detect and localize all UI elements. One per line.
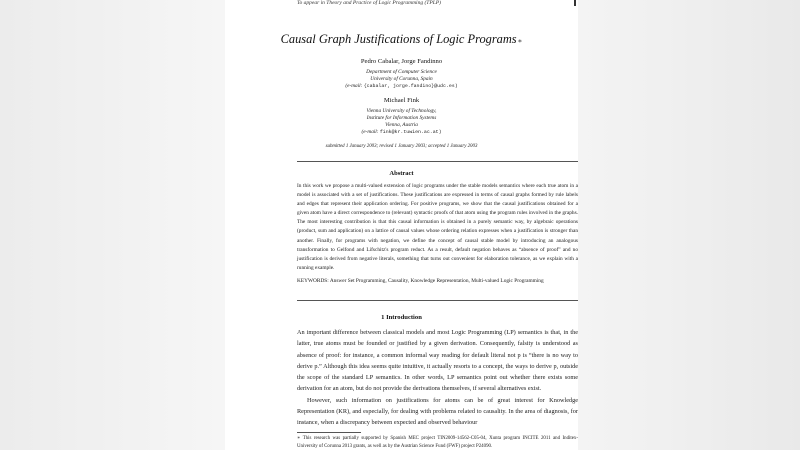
pdf-page[interactable]: [225, 0, 578, 450]
email-second: [225, 129, 578, 135]
affiliation-first-line1: Department of Computer Science: [366, 69, 437, 75]
section-heading-introduction: 1 Introduction: [381, 314, 422, 321]
affiliation-second-line1: Vienna University of Technology,: [366, 108, 437, 114]
abstract-text: [297, 182, 578, 273]
keywords: [297, 277, 578, 286]
affiliation-second-line2: Institute for Information Systems: [366, 115, 437, 121]
affiliation-second-line3: Vienna, Austria: [385, 122, 418, 128]
footnote: [297, 435, 578, 450]
author-second: Michael Fink: [383, 97, 420, 104]
page-edge-marker: [574, 0, 576, 6]
running-head: To appear in Theory and Practice of Logic Programming (TPLP): [297, 0, 441, 6]
affiliation-first-line2: University of Corunna, Spain: [370, 76, 433, 82]
title-footnote-mark: ∗: [517, 37, 523, 45]
footnote-text: This research was partially supported by Spanish MEC project TIN2009-14562-C05-04, Xunta program INCITE 2011 and Inditex-University of Corunna 2013 grants, as well as by the Austrian Science Fund (FWF) project P24090.: [297, 436, 578, 449]
abstract-heading: Abstract: [389, 170, 414, 177]
abstract-paragraph: In this work we propose a multi-valued extension of logic programs under the stable models semantics where each true atom in a model is associated with a set of justifications. These justifications are expressed in terms of causal graphs formed by rule labels and edges that represent their application ordering. For positive programs, we show that the causal justifications obtained for a given atom have a direct correspondence to (relevant) syntactic proofs of that atom using the program rules involved in the graphs. The most interesting contribution is that this causal information is obtained in a purely semantic way, by algebraic operations (product, sum and application) on a lattice of causal values whose ordering relation expresses when a justification is stronger than another. Finally, for programs with negation, we define the concept of causal stable model by introducing an analogous transformation to Gelfond and Lifschitz's program reduct. As a result, default negation behaves as “absence of proof” and no justification is derived from negative literals, something that turns out convenient for elaboration tolerance, as we explain with a running example.: [297, 183, 578, 271]
paper-title: [225, 32, 578, 47]
keywords-label: KEYWORDS:: [297, 278, 329, 284]
email-first-address: {cabalar, jorge.fandino}@udc.es): [363, 84, 458, 89]
footnote-mark: ∗: [297, 436, 301, 441]
introduction-paragraph-2: However, such information on justifications for atoms can be of great interest for Knowledge Representation (KR), and especially, for dealing with problems related to causality. In the area of diagnosis, for instance, when a discrepancy between expected and observed behaviour: [297, 396, 578, 427]
introduction-body: [297, 327, 578, 429]
authors-first: Pedro Cabalar, Jorge Fandinno: [360, 58, 443, 65]
abstract-top-rule: [297, 161, 578, 162]
email-first: [225, 83, 578, 89]
email-second-address: fink@kr.tuwien.ac.at): [379, 130, 442, 135]
viewer-background-right: [578, 0, 800, 450]
paper-title-text: Causal Graph Justifications of Logic Programs: [280, 32, 517, 46]
footnote-rule: [297, 432, 361, 433]
viewer-background-left: [0, 0, 225, 450]
email-second-label: (e-mail:: [361, 129, 379, 135]
email-first-label: (e-mail:: [345, 83, 363, 89]
introduction-paragraph-1: An important difference between classical models and most Logic Programming (LP) semantics is that, in the latter, true atoms must be founded or justified by a given derivation. Consequently, falsity is understood as absence of proof: for instance, a common informal way reading for default literal not p is “there is no way to derive p.” Although this idea seems quite intuitive, it actually resorts to a concept, the ways to derive p, outside the scope of the standard LP semantics. In other words, LP semantics point out whether there exists some derivation for an atom, but do not provide the derivations themselves, if several alternatives exist.: [297, 329, 578, 393]
keywords-text: Answer Set Programming, Causality, Knowledge Representation, Multi-valued Logic Programming: [329, 278, 544, 284]
submission-dates: submitted 1 January 2003; revised 1 January 2003; accepted 1 January 2003: [325, 144, 478, 149]
abstract-bottom-rule: [297, 300, 578, 301]
